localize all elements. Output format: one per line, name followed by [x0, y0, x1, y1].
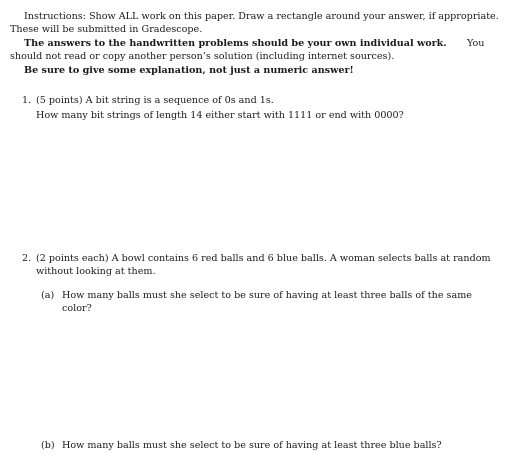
- instructions-line-2: These will be submitted in Gradescope.: [10, 24, 203, 35]
- problem-2b-label: (b): [41, 440, 55, 451]
- instructions-line-4: should not read or copy another person’s solution (including internet sources).: [10, 51, 395, 62]
- problem-2a-text-line-1: How many balls must she select to be sure of having at least three balls of the same: [62, 290, 472, 301]
- problem-2b-text: How many balls must she select to be sure of having at least three blue balls?: [62, 440, 442, 451]
- problem-1-question: How many bit strings of length 14 either start with 1111 or end with 0000?: [36, 110, 404, 121]
- instructions-you: You: [467, 38, 485, 49]
- instructions-explanation: Be sure to give some explanation, not just a numeric answer!: [24, 65, 354, 76]
- problem-1-header: (5 points) A bit string is a sequence of 0s and 1s.: [36, 95, 274, 106]
- instructions-bold-line: The answers to the handwritten problems should be your own individual work.: [24, 38, 447, 49]
- problem-2-header: (2 points each) A bowl contains 6 red balls and 6 blue balls. A woman selects balls at random: [36, 253, 491, 264]
- problem-2a-text-line-2: color?: [62, 303, 92, 314]
- problem-2-header-cont: without looking at them.: [36, 266, 156, 277]
- problem-2a-label: (a): [41, 290, 55, 301]
- problem-1-number: 1.: [22, 95, 32, 106]
- instructions-line-1: Instructions: Show ALL work on this paper. Draw a rectangle around your answer, if appropriate.: [24, 11, 499, 22]
- problem-2-number: 2.: [22, 253, 32, 264]
